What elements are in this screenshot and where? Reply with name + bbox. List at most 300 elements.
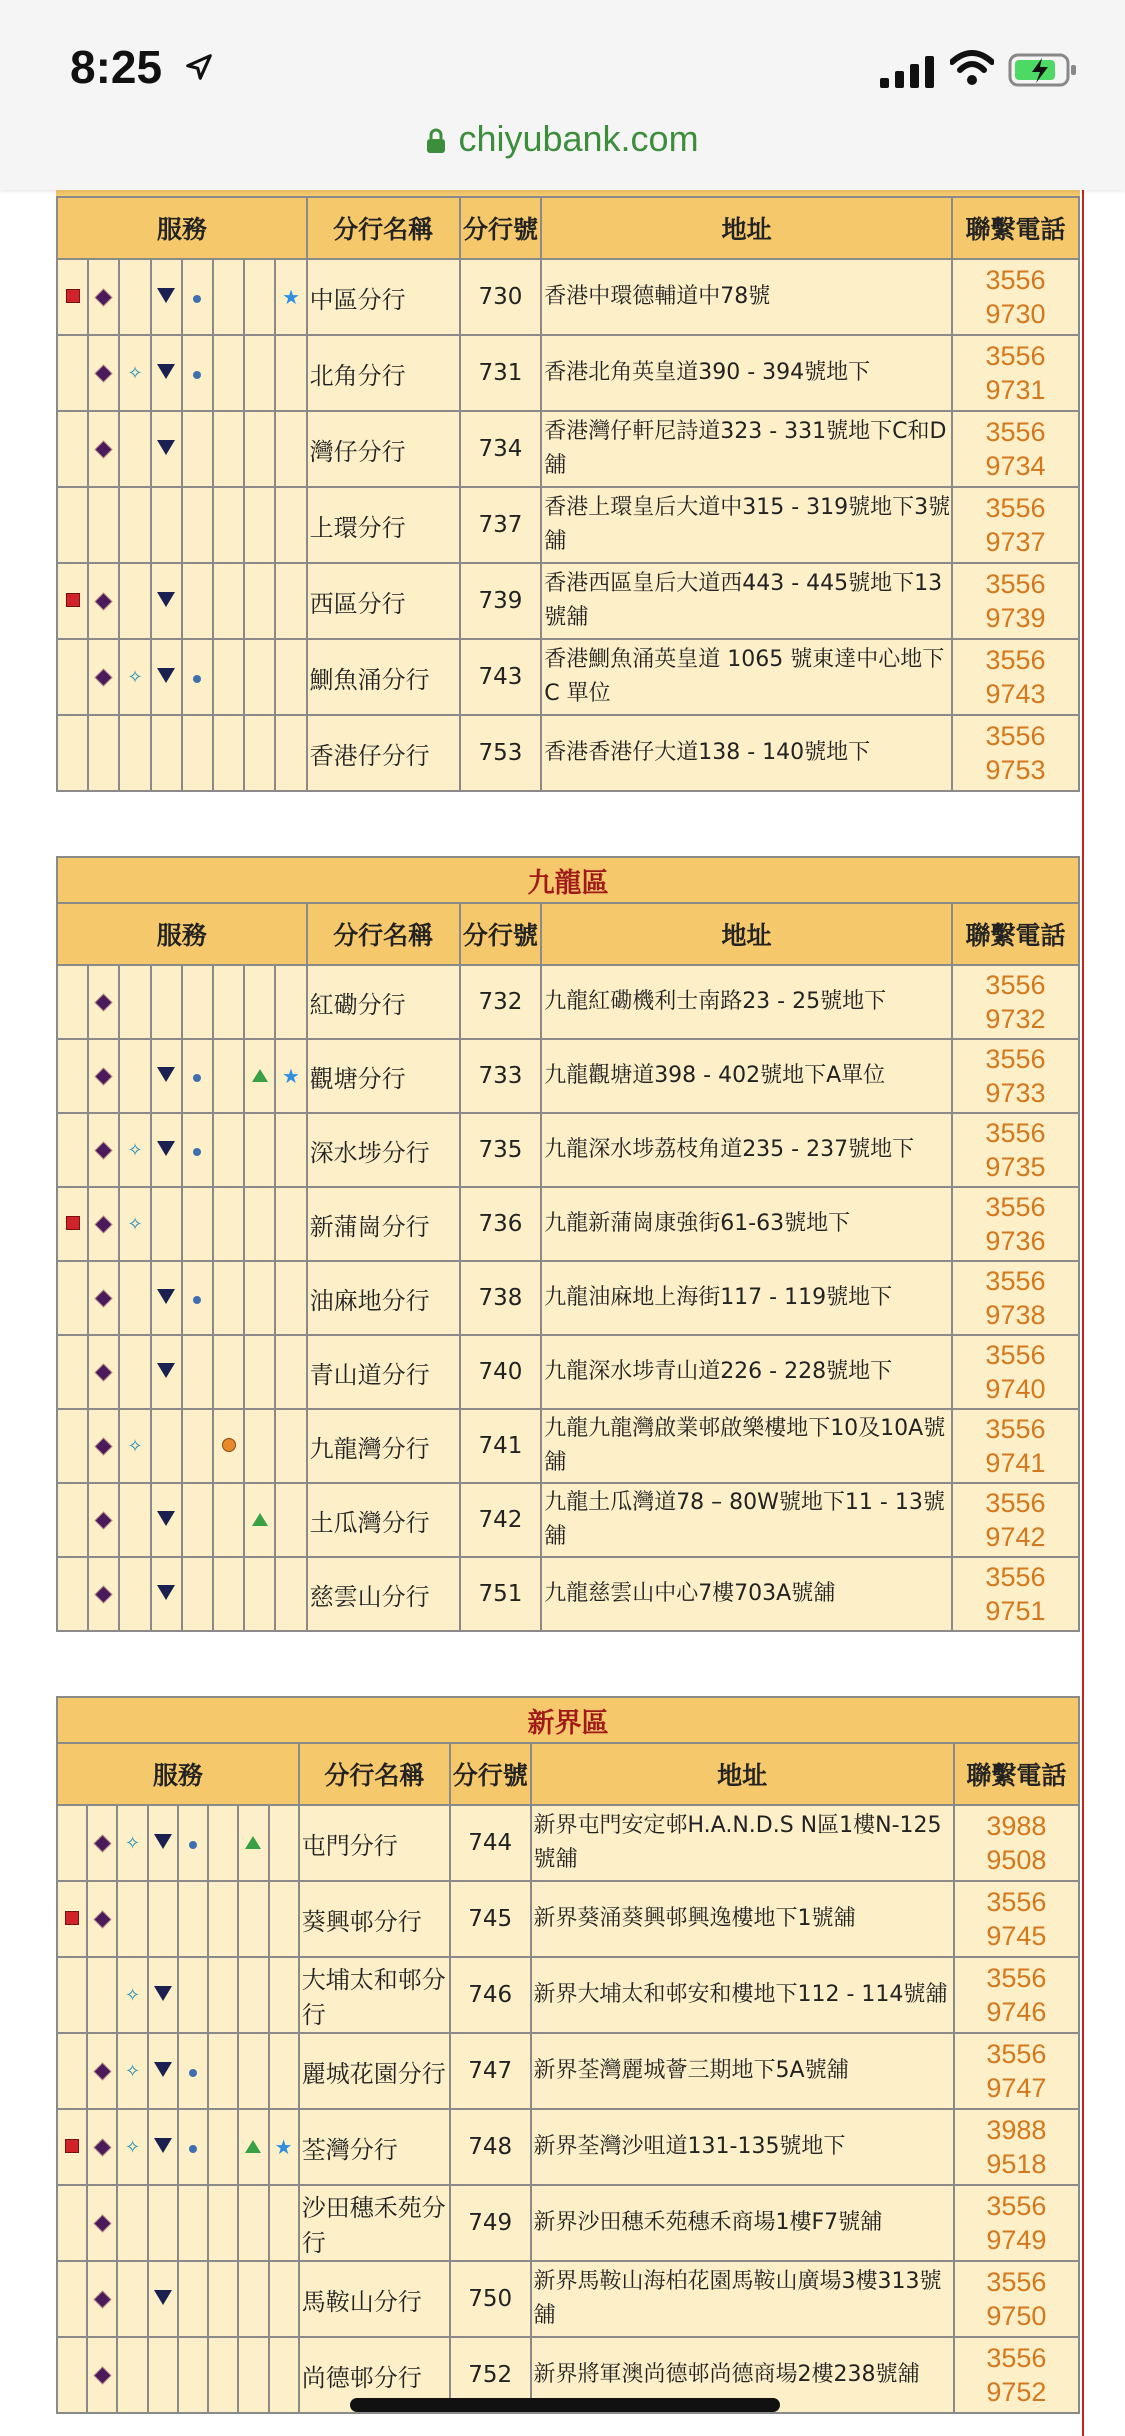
- diamond-icon: [95, 2367, 111, 2383]
- phone-link[interactable]: [952, 639, 1079, 715]
- service-cell: [88, 563, 119, 639]
- service-cell: [213, 1409, 244, 1483]
- service-cell: [244, 1113, 275, 1187]
- phone-suffix: 9738: [985, 1300, 1046, 1330]
- branch-address: 九龍觀塘道398 - 402號地下A單位: [541, 1039, 952, 1113]
- code-header: 分行號: [460, 197, 542, 259]
- region-title: 新界區: [57, 1697, 1079, 1743]
- phone-suffix: 9749: [986, 2225, 1047, 2255]
- service-cell: [87, 2337, 117, 2413]
- service-cell: [213, 487, 244, 563]
- branch-name: 沙田穗禾苑分行: [299, 2185, 450, 2261]
- table-row[interactable]: [57, 2109, 1079, 2185]
- service-cell: [148, 2109, 178, 2185]
- phone-prefix: 3556: [985, 569, 1046, 599]
- diamond-icon: [96, 289, 112, 305]
- phone-suffix: 9518: [986, 2149, 1047, 2179]
- table-row[interactable]: [57, 1039, 1079, 1113]
- service-cell: [275, 259, 306, 335]
- service-cell: [182, 1557, 213, 1631]
- phone-link[interactable]: [954, 1805, 1079, 1881]
- triangle-down-icon: [157, 592, 175, 607]
- service-cell: [151, 1039, 182, 1113]
- triangle-down-icon: [154, 1986, 172, 2001]
- red-square-icon: [65, 2139, 79, 2153]
- service-cell: [275, 563, 306, 639]
- service-cell: [119, 715, 150, 791]
- service-cell: [269, 1957, 299, 2033]
- star-icon: ★: [274, 2134, 293, 2159]
- phone-prefix: 3556: [985, 1340, 1046, 1370]
- table-row[interactable]: [57, 335, 1079, 411]
- phone-link[interactable]: [952, 1113, 1079, 1187]
- branch-name: 荃灣分行: [299, 2109, 450, 2185]
- branch-code: 753: [460, 715, 542, 791]
- service-cell: [178, 2185, 208, 2261]
- service-cell: [275, 965, 306, 1039]
- battery-charging-icon: [1008, 52, 1078, 88]
- red-square-icon: [66, 593, 80, 607]
- service-cell: [244, 1409, 275, 1483]
- diamond-icon: [96, 1142, 112, 1158]
- service-cell: [88, 1261, 119, 1335]
- service-cell: [57, 2109, 87, 2185]
- table-row[interactable]: [57, 1187, 1079, 1261]
- service-cell: [213, 335, 244, 411]
- diamond-icon: [96, 593, 112, 609]
- service-cell: [57, 563, 88, 639]
- service-cell: [213, 639, 244, 715]
- service-cell: [148, 2337, 178, 2413]
- branch-name: 九龍灣分行: [307, 1409, 460, 1483]
- branch-address: 新界大埔太和邨安和樓地下112 - 114號舖: [531, 1957, 954, 2033]
- service-cell: [244, 965, 275, 1039]
- service-cell: [119, 1483, 150, 1557]
- address-header: 地址: [541, 903, 952, 965]
- service-cell: [151, 639, 182, 715]
- triangle-down-icon: [157, 1585, 175, 1600]
- red-square-icon: [66, 1216, 80, 1230]
- service-cell: [117, 2185, 147, 2261]
- table-row[interactable]: [57, 563, 1079, 639]
- table-row[interactable]: [57, 1483, 1079, 1557]
- service-cell: [244, 639, 275, 715]
- service-cell: [119, 411, 150, 487]
- service-cell: [88, 1039, 119, 1113]
- service-cell: [208, 1805, 238, 1881]
- diamond-icon: [95, 1835, 111, 1851]
- service-cell: [269, 2109, 299, 2185]
- service-cell: [151, 965, 182, 1039]
- phone-link[interactable]: [952, 335, 1079, 411]
- code-header: 分行號: [460, 903, 542, 965]
- service-cell: [208, 2261, 238, 2337]
- service-cell: [148, 2033, 178, 2109]
- red-square-icon: [66, 289, 80, 303]
- triangle-down-icon: [154, 1834, 172, 1849]
- branch-address: 香港灣仔軒尼詩道323 - 331號地下C和D舖: [541, 411, 952, 487]
- service-cell: [119, 1187, 150, 1261]
- service-cell: [151, 563, 182, 639]
- service-cell: [213, 715, 244, 791]
- service-cell: [117, 1957, 147, 2033]
- service-cell: [182, 1039, 213, 1113]
- service-cell: [88, 1187, 119, 1261]
- diamond-icon: [95, 1911, 111, 1927]
- phone-suffix: 9750: [986, 2301, 1047, 2331]
- service-cell: [213, 259, 244, 335]
- phone-suffix: 9740: [985, 1374, 1046, 1404]
- red-square-icon: [65, 1911, 79, 1925]
- phone-suffix: 9746: [986, 1997, 1047, 2027]
- phone-suffix: 9747: [986, 2073, 1047, 2103]
- phone-header: 聯繫電話: [954, 1743, 1079, 1805]
- service-cell: [87, 1881, 117, 1957]
- service-header: 服務: [57, 197, 307, 259]
- branch-address: 九龍土瓜灣道78 – 80W號地下11 - 13號舖: [541, 1483, 952, 1557]
- branch-name: 中區分行: [307, 259, 460, 335]
- phone-suffix: 9737: [985, 527, 1046, 557]
- table-row[interactable]: [57, 1557, 1079, 1631]
- service-header: 服務: [57, 1743, 299, 1805]
- branch-code: 747: [450, 2033, 531, 2109]
- phone-prefix: 3556: [985, 265, 1046, 295]
- branch-code: 746: [450, 1957, 531, 2033]
- phone-link[interactable]: [952, 1335, 1079, 1409]
- branch-code: 752: [450, 2337, 531, 2413]
- service-cell: [57, 715, 88, 791]
- service-cell: [208, 2185, 238, 2261]
- triangle-down-icon: [157, 364, 175, 379]
- service-cell: [88, 639, 119, 715]
- branch-table: [56, 1696, 1080, 2414]
- page-edge-line: [1082, 190, 1084, 2436]
- service-cell: [148, 1881, 178, 1957]
- phone-link[interactable]: [954, 2185, 1079, 2261]
- service-cell: [57, 1409, 88, 1483]
- branch-address: 新界荃灣麗城薈三期地下5A號舖: [531, 2033, 954, 2109]
- service-cell: [57, 1557, 88, 1631]
- service-cell: [244, 411, 275, 487]
- phone-prefix: 3556: [986, 2267, 1047, 2297]
- url-domain: chiyubank.com: [458, 118, 699, 159]
- table-row[interactable]: [57, 259, 1079, 335]
- home-indicator[interactable]: [350, 2398, 780, 2412]
- diamond-icon: [96, 441, 112, 457]
- table-row[interactable]: [57, 1261, 1079, 1335]
- service-cell: [182, 639, 213, 715]
- service-cell: [57, 639, 88, 715]
- phone-suffix: 9508: [986, 1845, 1047, 1875]
- diamond-icon: [95, 2215, 111, 2231]
- service-cell: [178, 2033, 208, 2109]
- branch-code: 733: [460, 1039, 542, 1113]
- phone-link[interactable]: [952, 487, 1079, 563]
- service-cell: [119, 487, 150, 563]
- phone-link[interactable]: [954, 1881, 1079, 1957]
- phone-prefix: 3988: [986, 1811, 1047, 1841]
- branch-address: 新界沙田穗禾苑穗禾商場1樓F7號舖: [531, 2185, 954, 2261]
- branch-address: 九龍油麻地上海街117 - 119號地下: [541, 1261, 952, 1335]
- branch-code: 743: [460, 639, 542, 715]
- table-row[interactable]: [57, 2033, 1079, 2109]
- phone-link[interactable]: [954, 2337, 1079, 2413]
- service-cell: [117, 2033, 147, 2109]
- service-cell: [117, 2337, 147, 2413]
- service-cell: [244, 715, 275, 791]
- table-row[interactable]: [57, 487, 1079, 563]
- phone-suffix: 9743: [985, 679, 1046, 709]
- service-cell: [117, 2109, 147, 2185]
- service-cell: [244, 487, 275, 563]
- phone-prefix: 3556: [985, 721, 1046, 751]
- phone-link[interactable]: [954, 1957, 1079, 2033]
- table-row[interactable]: [57, 965, 1079, 1039]
- table-row[interactable]: [57, 1409, 1079, 1483]
- phone-prefix: 3556: [986, 1963, 1047, 1993]
- diamond-icon: [96, 1438, 112, 1454]
- service-cell: [182, 1113, 213, 1187]
- phone-link[interactable]: [952, 259, 1079, 335]
- service-cell: [269, 2261, 299, 2337]
- service-cell: [275, 1483, 306, 1557]
- table-row[interactable]: [57, 2185, 1079, 2261]
- service-cell: [182, 1335, 213, 1409]
- green-triangle-icon: [245, 2140, 261, 2153]
- branch-name: 土瓜灣分行: [307, 1483, 460, 1557]
- star-icon: ★: [282, 1063, 300, 1088]
- dot-icon: [189, 2069, 197, 2077]
- service-cell: [269, 1881, 299, 1957]
- phone-prefix: 3556: [985, 1414, 1046, 1444]
- service-cell: [57, 1261, 88, 1335]
- table-wrapper: [56, 190, 1080, 792]
- branch-code: 735: [460, 1113, 542, 1187]
- diamond-icon: [96, 1068, 112, 1084]
- name-header: 分行名稱: [299, 1743, 450, 1805]
- triangle-down-icon: [154, 2062, 172, 2077]
- star-icon: ★: [282, 284, 300, 309]
- triangle-down-icon: [157, 1289, 175, 1304]
- service-cell: [88, 487, 119, 563]
- table-row[interactable]: [57, 2261, 1079, 2337]
- service-cell: [88, 715, 119, 791]
- phone-link[interactable]: [952, 563, 1079, 639]
- service-cell: [213, 1113, 244, 1187]
- table-row[interactable]: [57, 1805, 1079, 1881]
- phone-link[interactable]: [954, 2109, 1079, 2185]
- service-cell: [88, 1557, 119, 1631]
- branch-table: [56, 856, 1080, 1632]
- phone-prefix: 3556: [985, 1044, 1046, 1074]
- service-cell: [238, 2261, 268, 2337]
- phone-prefix: 3556: [985, 1118, 1046, 1148]
- service-cell: [88, 335, 119, 411]
- phone-suffix: 9745: [986, 1921, 1047, 1951]
- service-cell: [182, 259, 213, 335]
- service-cell: [178, 2261, 208, 2337]
- service-cell: [213, 1039, 244, 1113]
- service-cell: [244, 1483, 275, 1557]
- branch-name: 香港仔分行: [307, 715, 460, 791]
- triangle-down-icon: [157, 1363, 175, 1378]
- snowflake-icon: ✧: [127, 666, 143, 688]
- dot-icon: [193, 1148, 201, 1156]
- service-header: 服務: [57, 903, 307, 965]
- phone-prefix: 3556: [986, 2343, 1047, 2373]
- service-cell: [244, 563, 275, 639]
- snowflake-icon: ✧: [125, 2060, 141, 2082]
- branch-code: 740: [460, 1335, 542, 1409]
- orange-circle-icon: [222, 1438, 236, 1452]
- phone-prefix: 3556: [985, 1488, 1046, 1518]
- service-cell: [182, 1409, 213, 1483]
- branch-code: 730: [460, 259, 542, 335]
- branch-code: 739: [460, 563, 542, 639]
- service-cell: [213, 1335, 244, 1409]
- diamond-icon: [95, 2139, 111, 2155]
- branch-name: 觀塘分行: [307, 1039, 460, 1113]
- table-row[interactable]: [57, 639, 1079, 715]
- service-cell: [151, 1409, 182, 1483]
- table-row[interactable]: [57, 715, 1079, 791]
- service-cell: [275, 639, 306, 715]
- green-triangle-icon: [245, 1836, 261, 1849]
- branch-code: 751: [460, 1557, 542, 1631]
- service-cell: [269, 2185, 299, 2261]
- phone-link[interactable]: [952, 411, 1079, 487]
- service-cell: [151, 1113, 182, 1187]
- triangle-down-icon: [157, 1067, 175, 1082]
- table-row[interactable]: [57, 411, 1079, 487]
- service-cell: [119, 335, 150, 411]
- diamond-icon: [96, 1364, 112, 1380]
- service-cell: [151, 1187, 182, 1261]
- service-cell: [151, 259, 182, 335]
- phone-link[interactable]: [952, 1187, 1079, 1261]
- location-arrow-icon: [184, 52, 214, 82]
- service-cell: [182, 411, 213, 487]
- branch-code: 738: [460, 1261, 542, 1335]
- service-cell: [275, 1261, 306, 1335]
- branch-address: 香港北角英皇道390 - 394號地下: [541, 335, 952, 411]
- service-cell: [57, 965, 88, 1039]
- table-row[interactable]: [57, 1881, 1079, 1957]
- service-cell: [57, 335, 88, 411]
- service-cell: [119, 639, 150, 715]
- snowflake-icon: ✧: [127, 1213, 143, 1235]
- branch-address: 九龍慈雲山中心7樓703A號舖: [541, 1557, 952, 1631]
- branch-code: 734: [460, 411, 542, 487]
- cellular-signal-icon: [880, 56, 936, 88]
- service-cell: [119, 563, 150, 639]
- phone-header: 聯繫電話: [952, 903, 1079, 965]
- service-cell: [88, 411, 119, 487]
- branch-code: 744: [450, 1805, 531, 1881]
- service-cell: [57, 487, 88, 563]
- phone-link[interactable]: [952, 965, 1079, 1039]
- branch-name: 北角分行: [307, 335, 460, 411]
- service-cell: [244, 1187, 275, 1261]
- table-row[interactable]: [57, 1335, 1079, 1409]
- green-triangle-icon: [252, 1513, 268, 1526]
- url-bar[interactable]: [0, 118, 1125, 160]
- service-cell: [178, 1881, 208, 1957]
- service-cell: [148, 2185, 178, 2261]
- branch-address: 新界葵涌葵興邨興逸樓地下1號舖: [531, 1881, 954, 1957]
- phone-link[interactable]: [952, 1039, 1079, 1113]
- service-cell: [208, 2033, 238, 2109]
- service-cell: [182, 1261, 213, 1335]
- phone-prefix: 3556: [986, 2191, 1047, 2221]
- service-cell: [275, 1113, 306, 1187]
- branch-name: 鰂魚涌分行: [307, 639, 460, 715]
- service-cell: [238, 1881, 268, 1957]
- service-cell: [88, 1113, 119, 1187]
- diamond-icon: [95, 2291, 111, 2307]
- phone-link[interactable]: [952, 1409, 1079, 1483]
- phone-link[interactable]: [952, 1557, 1079, 1631]
- service-cell: [151, 1335, 182, 1409]
- phone-link[interactable]: [952, 1483, 1079, 1557]
- service-cell: [213, 1557, 244, 1631]
- table-row[interactable]: [57, 1957, 1079, 2033]
- branch-address: 香港鰂魚涌英皇道 1065 號東達中心地下 C 單位: [541, 639, 952, 715]
- service-cell: [269, 2033, 299, 2109]
- triangle-down-icon: [157, 1511, 175, 1526]
- service-cell: [238, 1957, 268, 2033]
- phone-link[interactable]: [954, 2033, 1079, 2109]
- snowflake-icon: ✧: [125, 1832, 141, 1854]
- service-cell: [57, 259, 88, 335]
- phone-link[interactable]: [952, 715, 1079, 791]
- service-cell: [148, 1957, 178, 2033]
- branch-table: [56, 196, 1080, 792]
- service-cell: [208, 1957, 238, 2033]
- phone-suffix: 9730: [985, 299, 1046, 329]
- phone-suffix: 9751: [985, 1596, 1046, 1626]
- service-cell: [87, 2109, 117, 2185]
- service-cell: [148, 1805, 178, 1881]
- region-title: 九龍區: [57, 857, 1079, 903]
- service-cell: [182, 335, 213, 411]
- service-cell: [57, 2185, 87, 2261]
- branch-code: 736: [460, 1187, 542, 1261]
- phone-link[interactable]: [952, 1261, 1079, 1335]
- phone-suffix: 9753: [985, 755, 1046, 785]
- service-cell: [275, 1557, 306, 1631]
- snowflake-icon: ✧: [127, 1139, 143, 1161]
- service-cell: [57, 2261, 87, 2337]
- phone-link[interactable]: [954, 2261, 1079, 2337]
- service-cell: [269, 2337, 299, 2413]
- branch-address: 九龍深水埗青山道226 - 228號地下: [541, 1335, 952, 1409]
- service-cell: [87, 1805, 117, 1881]
- service-cell: [119, 1113, 150, 1187]
- diamond-icon: [96, 365, 112, 381]
- address-header: 地址: [531, 1743, 954, 1805]
- phone-prefix: 3556: [986, 2039, 1047, 2069]
- branch-address: 九龍紅磡機利士南路23 - 25號地下: [541, 965, 952, 1039]
- service-cell: [119, 259, 150, 335]
- service-cell: [151, 1483, 182, 1557]
- service-cell: [88, 1483, 119, 1557]
- table-row[interactable]: [57, 1113, 1079, 1187]
- service-cell: [87, 2033, 117, 2109]
- branch-name: 灣仔分行: [307, 411, 460, 487]
- diamond-icon: [96, 1586, 112, 1602]
- name-header: 分行名稱: [307, 903, 460, 965]
